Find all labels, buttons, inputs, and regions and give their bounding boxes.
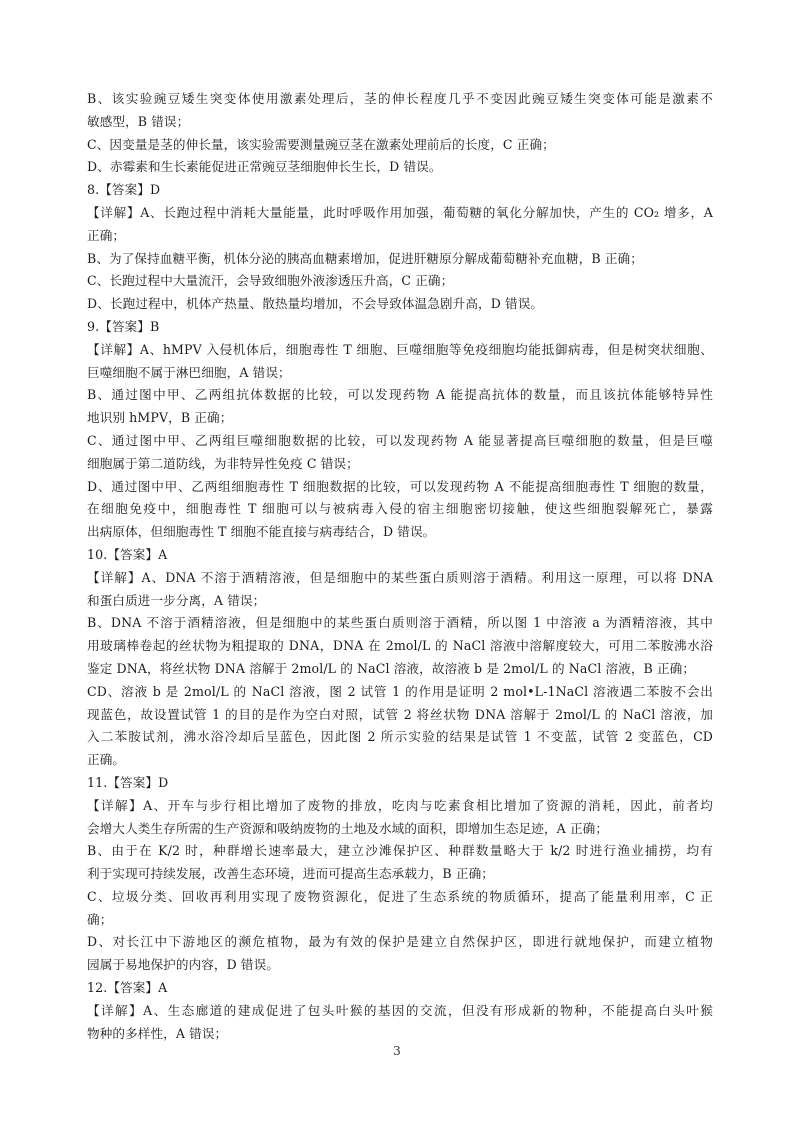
text-line: 入二苯胺试剂，沸水浴冷却后呈蓝色，因此图 2 所示实验的结果是试管 1 不变蓝，试管 2 变蓝色，CD — [87, 729, 713, 745]
document-body — [87, 88, 713, 1045]
text-line: 敏感型，B 错误； — [87, 113, 190, 129]
text-line: 出病原体，但细胞毒性 T 细胞不能直接与病毒结合，D 错误。 — [87, 524, 436, 540]
text-line: 正确； — [87, 227, 126, 243]
text-line: 鉴定 DNA，将丝状物 DNA 溶解于 2mol/L 的 NaCl 溶液，故溶液 b 是 2mol/L 的 NaCl 溶液，B 正确； — [87, 660, 696, 676]
text-line: B、为了保持血糖平衡，机体分泌的胰高血糖素增加，促进肝糖原分解成葡萄糖补充血糖，B 正确； — [87, 250, 643, 266]
text-line: 【详解】A、hMPV 入侵机体后，细胞毒性 T 细胞、巨噬细胞等免疫细胞均能抵御病毒，但是树突状细胞、 — [87, 341, 713, 357]
answer-heading: 9.【答案】B — [87, 318, 160, 334]
text-line: B、由于在 K/2 时，种群增长速率最大，建立沙滩保护区、种群数量略大于 k/2 时进行渔业捕捞，均有 — [87, 843, 713, 859]
text-line: 现蓝色，故设置试管 1 的目的是作为空白对照，试管 2 将丝状物 DNA 溶解于 2mol/L 的 NaCl 溶液，加 — [87, 706, 713, 722]
text-line: 园属于易地保护的内容，D 错误。 — [87, 957, 280, 973]
text-line: 【详解】A、开车与步行相比增加了废物的排放，吃肉与吃素食相比增加了资源的消耗，因此，前者均 — [87, 797, 713, 813]
answer-heading: 11.【答案】D — [87, 774, 169, 790]
answer-heading: 12.【答案】A — [87, 980, 168, 996]
text-line: D、对长江中下游地区的濒危植物，最为有效的保护是建立自然保护区，即进行就地保护，而建立植物 — [87, 934, 713, 950]
text-line: 利于实现可持续发展，改善生态环境，进而可提高生态承载力，B 正确； — [87, 866, 494, 882]
answer-heading: 10.【答案】A — [87, 546, 168, 562]
text-line: 巨噬细胞不属于淋巴细胞，A 错误； — [87, 364, 291, 380]
text-line: 在细胞免疫中，细胞毒性 T 细胞可以与被病毒入侵的宿主细胞密切接触，使这些细胞裂解死亡，暴露 — [87, 501, 713, 517]
text-line: 物种的多样性，A 错误； — [87, 1025, 228, 1041]
text-line: 和蛋白质进一步分离，A 错误； — [87, 592, 266, 608]
text-line: D、通过图中甲、乙两组细胞毒性 T 细胞数据的比较，可以发现药物 A 不能提高细胞毒性 T 细胞的数量， — [87, 478, 713, 494]
text-line: B、该实验豌豆矮生突变体使用激素处理后，茎的伸长程度几乎不变因此豌豆矮生突变体可能是激素不 — [87, 91, 713, 106]
text-line: 【详解】A、生态廊道的建成促进了包头叶猴的基因的交流，但没有形成新的物种，不能提高白头叶猴 — [87, 1002, 713, 1018]
text-line: 确； — [87, 911, 113, 927]
text-line: 地识别 hMPV，B 正确； — [87, 410, 233, 426]
text-line: CD、溶液 b 是 2mol/L 的 NaCl 溶液，图 2 试管 1 的作用是证明 2 mol•L-1NaCl 溶液遇二苯胺不会出 — [87, 683, 713, 699]
page-number: 3 — [393, 1044, 401, 1058]
text-line: C、因变量是茎的伸长量，该实验需要测量豌豆茎在激素处理前后的长度，C 正确； — [87, 136, 555, 152]
text-line: 用玻璃棒卷起的丝状物为粗提取的 DNA，DNA 在 2mol/L 的 NaCl 溶液中溶解度较大，可用二苯胺沸水浴 — [87, 638, 713, 654]
text-line: C、垃圾分类、回收再利用实现了废物资源化，促进了生态系统的物质循环，提高了能量利用率，C 正 — [87, 888, 713, 904]
text-line: B、通过图中甲、乙两组抗体数据的比较，可以发现药物 A 能提高抗体的数量，而且该抗体能够特异性 — [87, 387, 713, 403]
answer-heading: 8.【答案】D — [87, 182, 161, 198]
text-line: D、长跑过程中，机体产热量、散热量均增加，不会导致体温急剧升高，D 错误。 — [87, 296, 544, 312]
text-line: 会增大人类生存所需的生产资源和吸纳废物的土地及水域的面积，即增加生态足迹，A 正确； — [87, 820, 609, 836]
text-line: C、长跑过程中大量流汗，会导致细胞外液渗透压升高，C 正确； — [87, 273, 454, 289]
text-line: C、通过图中甲、乙两组巨噬细胞数据的比较，可以发现药物 A 能显著提高巨噬细胞的数量，但是巨噬 — [87, 432, 713, 448]
text-line: 正确。 — [87, 752, 126, 768]
text-line: D、赤霉素和生长素能促进正常豌豆茎细胞伸长生长，D 错误。 — [87, 159, 442, 175]
text-line: 细胞属于第二道防线，为非特异性免疫 C 错误； — [87, 455, 359, 471]
text-line: 【详解】A、长跑过程中消耗大量能量，此时呼吸作用加强，葡萄糖的氧化分解加快，产生的 CO₂ 增多，A — [87, 204, 713, 220]
text-line: 【详解】A、DNA 不溶于酒精溶液，但是细胞中的某些蛋白质则溶于酒精。利用这一原理，可以将 DNA — [87, 569, 713, 585]
text-line: B、DNA 不溶于酒精溶液，但是细胞中的某些蛋白质则溶于酒精，所以图 1 中溶液 a 为酒精溶液，其中 — [87, 615, 713, 631]
